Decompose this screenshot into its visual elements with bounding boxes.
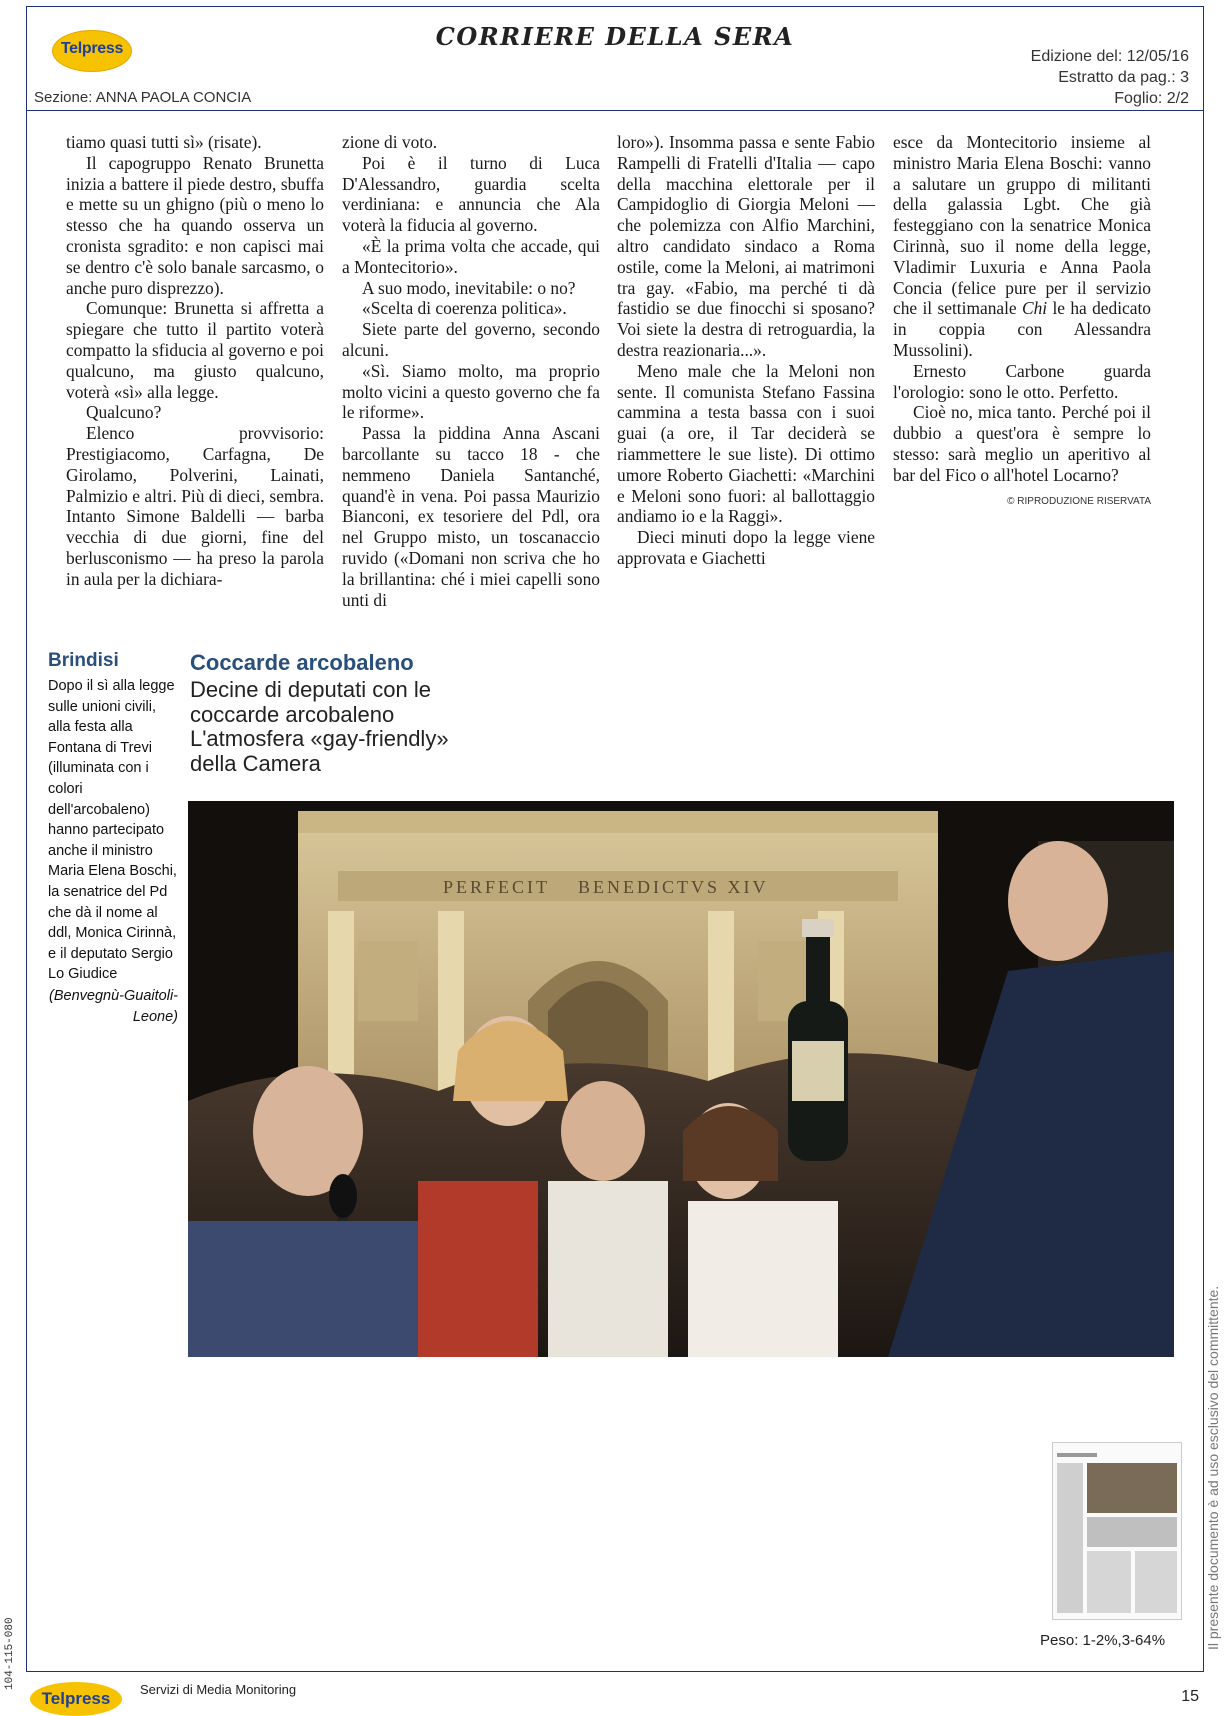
article-column-2	[342, 132, 600, 610]
paragraph	[893, 132, 1151, 361]
magazine-name: Chi	[1021, 298, 1048, 319]
photo-credit: (Benvegnù-Guaitoli-Leone)	[49, 987, 178, 1025]
photo-caption-text: Dopo il sì alla legge sulle unioni civili, alla festa alla Fontana di Trevi (illuminata con i colori dell'arcobaleno) hanno partecipato anche il ministro Maria Elena Boschi, la senatrice del Pd che dà il nome al ddl, Monica Cirinnà, e il deputato Sergio Lo Giudice	[48, 678, 177, 983]
page-thumbnail	[1052, 1442, 1182, 1620]
extract-page: Estratto da pag.: 3	[1058, 69, 1189, 86]
text-run: le ha dedicato in coppia con Alessandra Mussolini).	[893, 298, 1151, 360]
paragraph: tiamo quasi tutti sì» (risate).	[66, 132, 262, 152]
copyright-notice: © RIPRODUZIONE RISERVATA	[1007, 495, 1151, 507]
photo-caption-title: Brindisi	[48, 650, 119, 671]
text-run: esce da Montecitorio insieme al ministro Maria Elena Boschi: vanno a salutare un gruppo di militanti della galassia Lgbt. Che già festeggiano con la senatrice Monica Cirinnà, suo il nome della legge, Vladimir Luxuria e Anna Paola Concia (felice pure per il servizio che il settimanale	[893, 132, 1151, 319]
paragraph: Siete parte del governo, secondo alcuni.	[342, 319, 600, 360]
photo-headline: Coccarde arcobaleno	[190, 650, 414, 675]
paragraph: Dieci minuti dopo la legge viene approvata e Giachetti	[617, 527, 875, 568]
photo-caption	[48, 676, 178, 1027]
paragraph: Poi è il turno di Luca D'Alessandro, guardia scelta verdiniana: e annuncia che Ala voterà la fiducia al governo.	[342, 152, 600, 236]
paragraph: Qualcuno?	[86, 402, 162, 423]
paragraph: Elenco provvisorio: Prestigiacomo, Carfagna, De Girolamo, Polverini, Lainati, Palmizio e altri. Più di dieci, sembra. Intanto Simone Baldelli — barba vecchia di due giorni, fine del berlusconismo — ha preso la parola in aula per la dichiara-	[66, 423, 324, 589]
edition-meta	[1031, 46, 1189, 109]
paragraph: zione di voto.	[342, 132, 438, 152]
header-rule	[26, 110, 1204, 111]
weight-label: Peso: 1-2%,3-64%	[1040, 1632, 1166, 1649]
article-column-3	[617, 132, 875, 569]
paragraph: loro»). Insomma passa e sente Fabio Rampelli di Fratelli d'Italia — capo della macchina elettorale per il Campidoglio di Giorgia Meloni — che polemizza con Alfio Marchini, altro candidato sindaco a Roma ostile, come la Meloni, ai matrimoni tra gay. «Fabio, ma perché ti dà fastidio se due finocchi si sposano? Voi siete la destra di retroguardia, la destra reazionaria...».	[617, 132, 875, 360]
telpress-logo	[52, 30, 132, 72]
paragraph: Passa la piddina Anna Ascani barcollante su tacco 18 - che nemmeno Daniela Santanché, quand'è in vena. Poi passa Maurizio Bianconi, ex tesoriere del Pdl, ora nel Gruppo misto, un toscanaccio ruvido («Domani non scriva che ho la brillantina: ché i miei capelli sono unti di	[342, 423, 600, 610]
edition-date: Edizione del: 12/05/16	[1030, 48, 1189, 65]
telpress-logo-tagline	[91, 57, 92, 62]
inscription-perfecit: PERFECIT	[443, 877, 551, 897]
paragraph: Meno male che la Meloni non sente. Il comunista Stefano Fassina cammina a testa bassa con i suoi guai (a ore, il Tar deciderà se riammettere le sue liste). Di ottimo umore Roberto Giachetti: «Marchini e Meloni sono fuori: al ballottaggio andiamo io e la Raggi».	[617, 360, 875, 527]
article-column-4	[893, 132, 1151, 512]
document-code: 104-115-080	[4, 1617, 16, 1690]
footer-logo-text: Telpress	[41, 1689, 111, 1708]
newspaper-masthead: CORRIERE DELLA SERA	[435, 22, 795, 51]
article-column-1	[66, 132, 324, 590]
paragraph: Il capogruppo Renato Brunetta inizia a battere il piede destro, sbuffa e mette su un ghigno (più o meno lo stesso che ha quando osserva un cronista sgradito: e non capisci mai se dentro c'è solo banale sarcasmo, o anche puro disprezzo).	[66, 152, 324, 298]
page-number: 15	[1181, 1688, 1199, 1705]
paragraph: Ernesto Carbone guarda l'orologio: sono le otto. Perfetto.	[893, 360, 1151, 402]
paragraph: «È la prima volta che accade, qui a Montecitorio».	[342, 235, 600, 277]
footer-services: Servizi di Media Monitoring	[140, 1682, 297, 1697]
inscription-benedictus: BENEDICTVS XIV	[578, 877, 769, 897]
paragraph: «Scelta di coerenza politica».	[362, 298, 567, 319]
paragraph: A suo modo, inevitabile: o no?	[362, 277, 576, 298]
telpress-logo-text: Telpress	[60, 39, 124, 57]
paragraph: Comunque: Brunetta si affretta a spiegare che tutto il partito voterà compatto la sfiducia al governo e poi qualcuno, ma giusto qualcuno, voterà «sì» alla legge.	[66, 298, 324, 402]
photo-subheadline: Decine di deputati con le coccarde arcobaleno L'atmosfera «gay-friendly» della Camera	[190, 677, 449, 776]
section-label: Sezione: ANNA PAOLA CONCIA	[34, 89, 252, 106]
paragraph: «Sì. Siamo molto, ma proprio molto vicini a questo governo che fa le riforme».	[342, 360, 600, 423]
exclusive-use-notice: Il presente documento è ad uso esclusivo del committente.	[1205, 1285, 1221, 1650]
paragraph: Cioè no, mica tanto. Perché poi il dubbio a quest'ora è sempre lo stesso: sarà meglio un aperitivo al bar del Fico o all'hotel Locarno?	[893, 402, 1151, 485]
sheet-number: Foglio: 2/2	[1114, 90, 1189, 107]
fontana-di-trevi-photo	[188, 801, 1174, 1357]
